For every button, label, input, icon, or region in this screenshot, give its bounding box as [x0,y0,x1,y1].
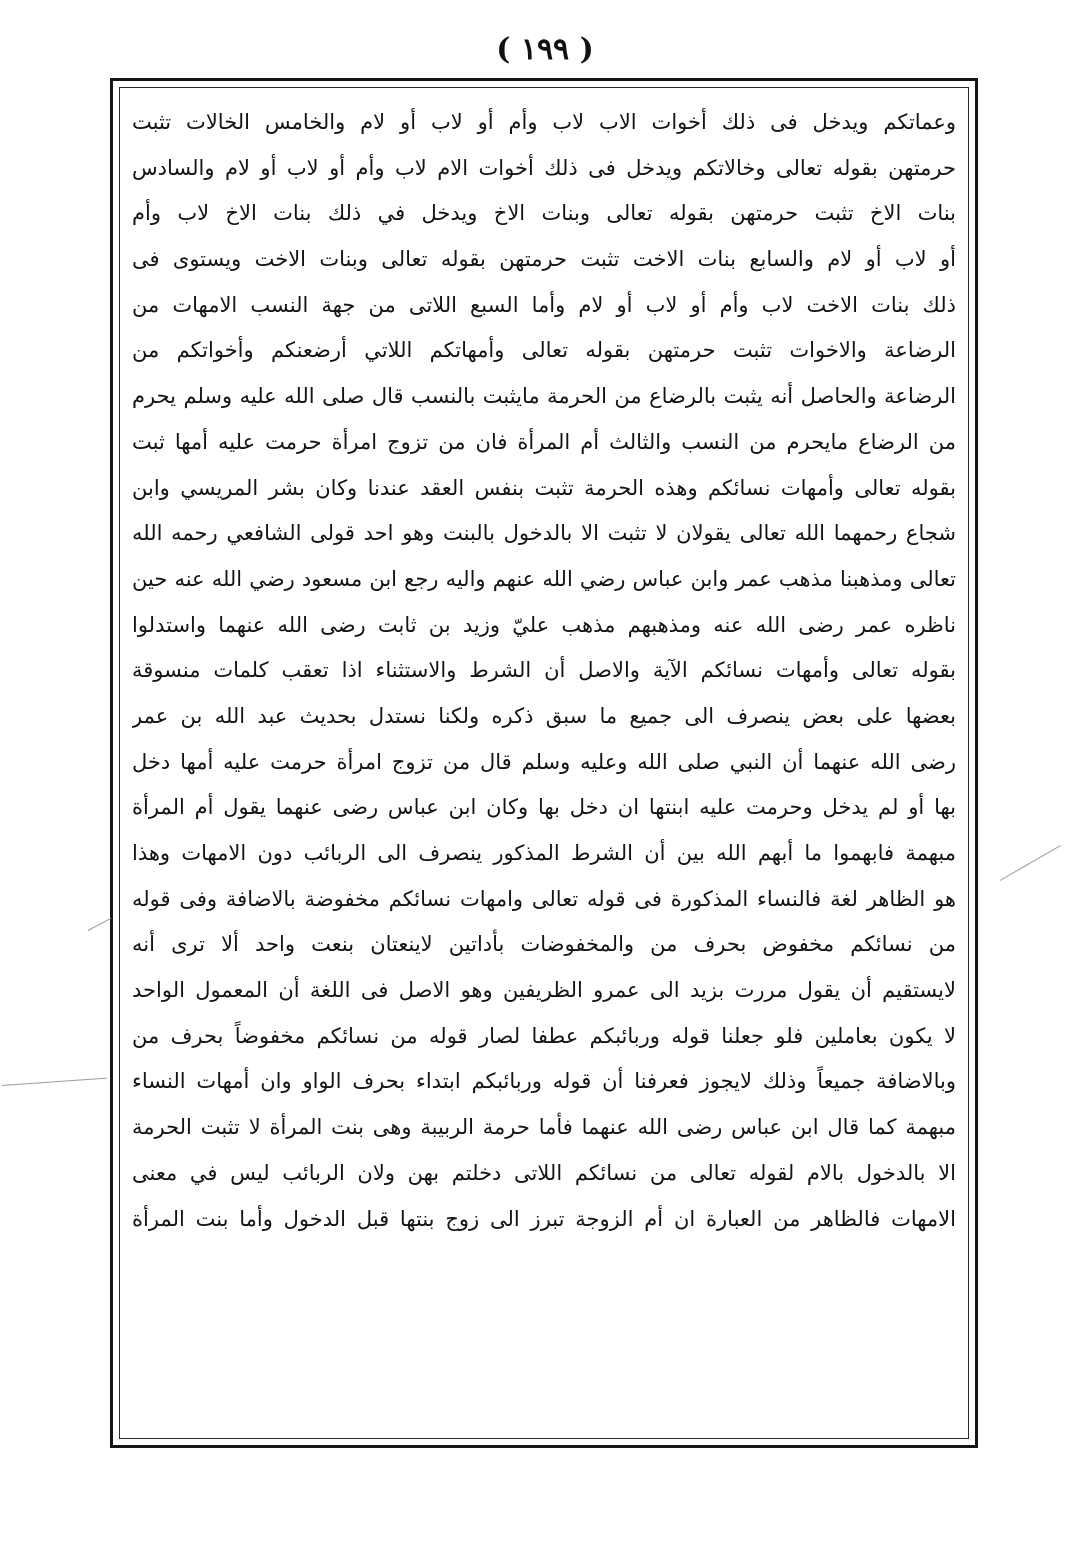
text-line: هو الظاهر لغة فالنساء المذكورة فى قوله تعالى وامهات نسائكم مخفوضة بالاضافة وفى قوله [132,886,956,911]
text-line: بها أو لم يدخل وحرمت عليه ابنتها ان دخل بها وكان ابن عباس رضى عنهما يقول أم المرأة [132,795,956,820]
page-border-inner [119,87,969,1439]
text-line: الامهات فالظاهر من العبارة ان أم الزوجة تبرز الى زوج بنتها قبل الدخول وأما بنت المرأة [132,1206,956,1231]
text-line: تعالى ومذهبنا مذهب عمر وابن عباس رضي الله عنهم واليه رجع ابن مسعود رضي الله عنه حين [132,566,956,591]
text-line: حرمتهن بقوله تعالى وخالاتكم ويدخل فى ذلك أخوات الام لاب وأم أو لاب أو لام والسادس [132,155,956,180]
text-line: من الرضاع مايحرم من النسب والثالث أم المرأة فان من تزوج امرأة حرمت عليه أمها ثبت [132,429,956,454]
body-text [132,100,956,1242]
text-line: مبهمة كما قال ابن عباس رضى الله عنهما فأما حرمة الربيبة وهى بنت المرأة لا تثبت الحرمة [132,1115,956,1140]
text-line: مبهمة فابهموا ما أبهم الله بين أن الشرط المذكور ينصرف الى الربائب دون الامهات وهذا [132,841,956,865]
page-number: ( ١٩٩ ) [496,32,594,67]
text-line: لا يكون بعاملين فلو جعلنا قوله وربائبكم عطفا لصار قوله من نسائكم مخفوضاً بحرف من [132,1023,956,1048]
text-line: الرضاعة والحاصل أنه يثبت بالرضاع من الحرمة مايثبت بالنسب قال صلى الله عليه وسلم يحرم [132,384,956,409]
text-line: أو لاب أو لام والسابع بنات الاخت تثبت حرمتهن بقوله تعالى وبنات الاخت ويستوى فى [132,247,956,272]
text-line: من نسائكم مخفوض بحرف من والمخفوضات بأداتين لاينعتان بنعت واحد ألا ترى أنه [132,932,956,957]
scan-mark [88,918,111,931]
scan-mark [1000,845,1061,881]
text-line: بقوله تعالى وأمهات نسائكم الآية والاصل أن الشرط والاستثناء اذا تعقب كلمات منسوقة [132,658,956,683]
text-line: رضى الله عنهما أن النبي صلى الله وعليه وسلم قال من تزوج امرأة حرمت عليه أمها دخل [132,749,956,774]
text-line: وبالاضافة جميعاً وذلك لايجوز فعرفنا أن قوله وربائبكم ابتداء بحرف الواو وان أمهات النساء [132,1069,956,1094]
text-line: بقوله تعالى وأمهات نسائكم وهذه الحرمة تثبت بنفس العقد عندنا وكان بشر المريسي وابن [132,475,956,500]
text-line: لايستقيم أن يقول مررت بزيد الى عمرو الظريفين وهو الاصل فى اللغة أن المعمول الواحد [132,978,956,1003]
text-line: شجاع رحمهما الله تعالى يقولان لا تثبت الا بالدخول بالبنت وهو احد قولى الشافعي رحمه الله [132,521,956,546]
text-line: ناظره عمر رضى الله عنه ومذهبهم مذهب عليّ وزيد بن ثابت رضى الله عنهما واستدلوا [132,612,956,637]
text-line: وعماتكم ويدخل فى ذلك أخوات الاب لاب وأم أو لاب أو لام والخامس الخالات تثبت [132,110,956,134]
scan-mark [2,1078,107,1086]
page-border [110,78,978,1448]
text-line: الا بالدخول بالام لقوله تعالى من نسائكم اللاتى دخلتم بهن ولان الربائب ليس في معنى [132,1160,956,1185]
text-line: الرضاعة والاخوات تثبت حرمتهن بقوله تعالى وأمهاتكم اللاتي أرضعنكم وأخواتكم من [132,338,956,363]
text-line: ذلك بنات الاخت لاب وأم أو لاب أو لام وأما السبع اللاتى من جهة النسب الامهات من [132,292,956,317]
text-line: بعضها على بعض ينصرف الى جميع ما سبق ذكره ولكنا نستدل بحديث عبد الله بن عمر [132,703,956,728]
text-line: بنات الاخ تثبت حرمتهن بقوله تعالى وبنات الاخ ويدخل في ذلك بنات الاخ لاب وأم [132,201,956,226]
